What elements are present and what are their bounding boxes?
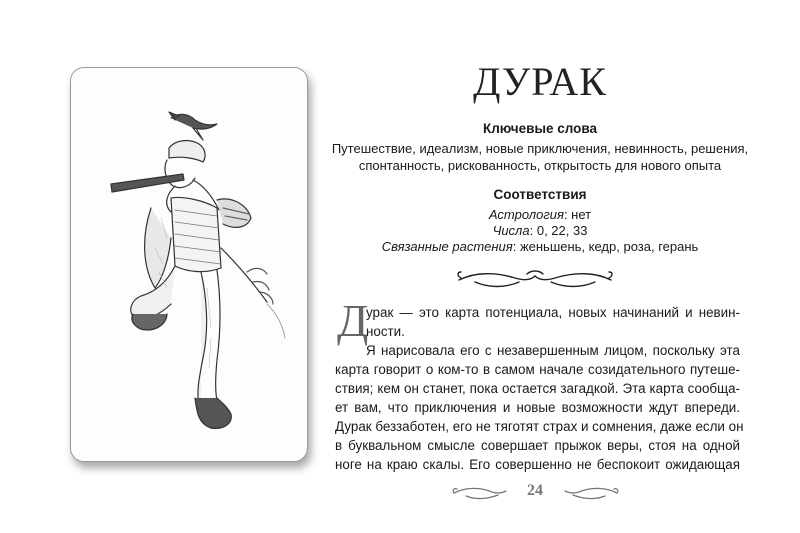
numbers-line: [325, 223, 755, 238]
page-title: ДУРАК: [473, 59, 607, 104]
numbers-label: Числа: [492, 223, 530, 238]
keywords-heading: Ключевые слова: [482, 121, 598, 136]
divider-ornament: [455, 266, 615, 290]
body-line: ет вам, что приключения и новые возможности ждут впереди.: [335, 400, 740, 415]
tarot-card-image: [70, 67, 308, 462]
page-number-ornament-right: [563, 483, 619, 501]
plants-label: Связанные растения: [381, 239, 513, 254]
keywords-line-2: спонтанность, рискованность, открытость для нового опыта: [358, 158, 722, 173]
body-line: ности.: [366, 324, 405, 339]
body-text: [335, 303, 744, 474]
astrology-line: [325, 207, 755, 222]
body-line: в буквальном смысле совершает прыжок веры, стоя на одной: [335, 438, 740, 453]
body-line: Дурак беззаботен, его не тяготят страх и сомнения, даже если он: [335, 419, 744, 434]
astrology-label: Астрология: [488, 207, 564, 222]
body-line: урак — это карта потенциала, новых начинаний и невин-: [366, 305, 740, 320]
keywords-line-1: Путешествие, идеализм, новые приключения, невинность, решения,: [331, 141, 749, 156]
numbers-value: : 0, 22, 33: [529, 223, 588, 238]
page-number: 24: [527, 482, 543, 499]
page-number-ornament-left: [452, 483, 508, 501]
plants-value: : женьшень, кедр, роза, герань: [512, 239, 699, 254]
plants-line: [325, 239, 755, 254]
body-line: карта говорит о ком-то в самом начале созидательного путеше-: [335, 362, 740, 377]
body-line: ноге на краю скалы. Его совершенно не беспокоит ожидающая: [335, 457, 740, 472]
body-line: Я нарисовала его с незавершенным лицом, поскольку эта: [366, 343, 740, 358]
correspondences-heading: Соответствия: [493, 187, 587, 202]
drop-cap: Д: [337, 295, 369, 346]
astrology-value: : нет: [563, 207, 592, 222]
fool-figure-illustration: [71, 68, 307, 461]
body-line: ствия; кем он станет, пока остается загадкой. Эта карта сообща-: [335, 381, 740, 396]
